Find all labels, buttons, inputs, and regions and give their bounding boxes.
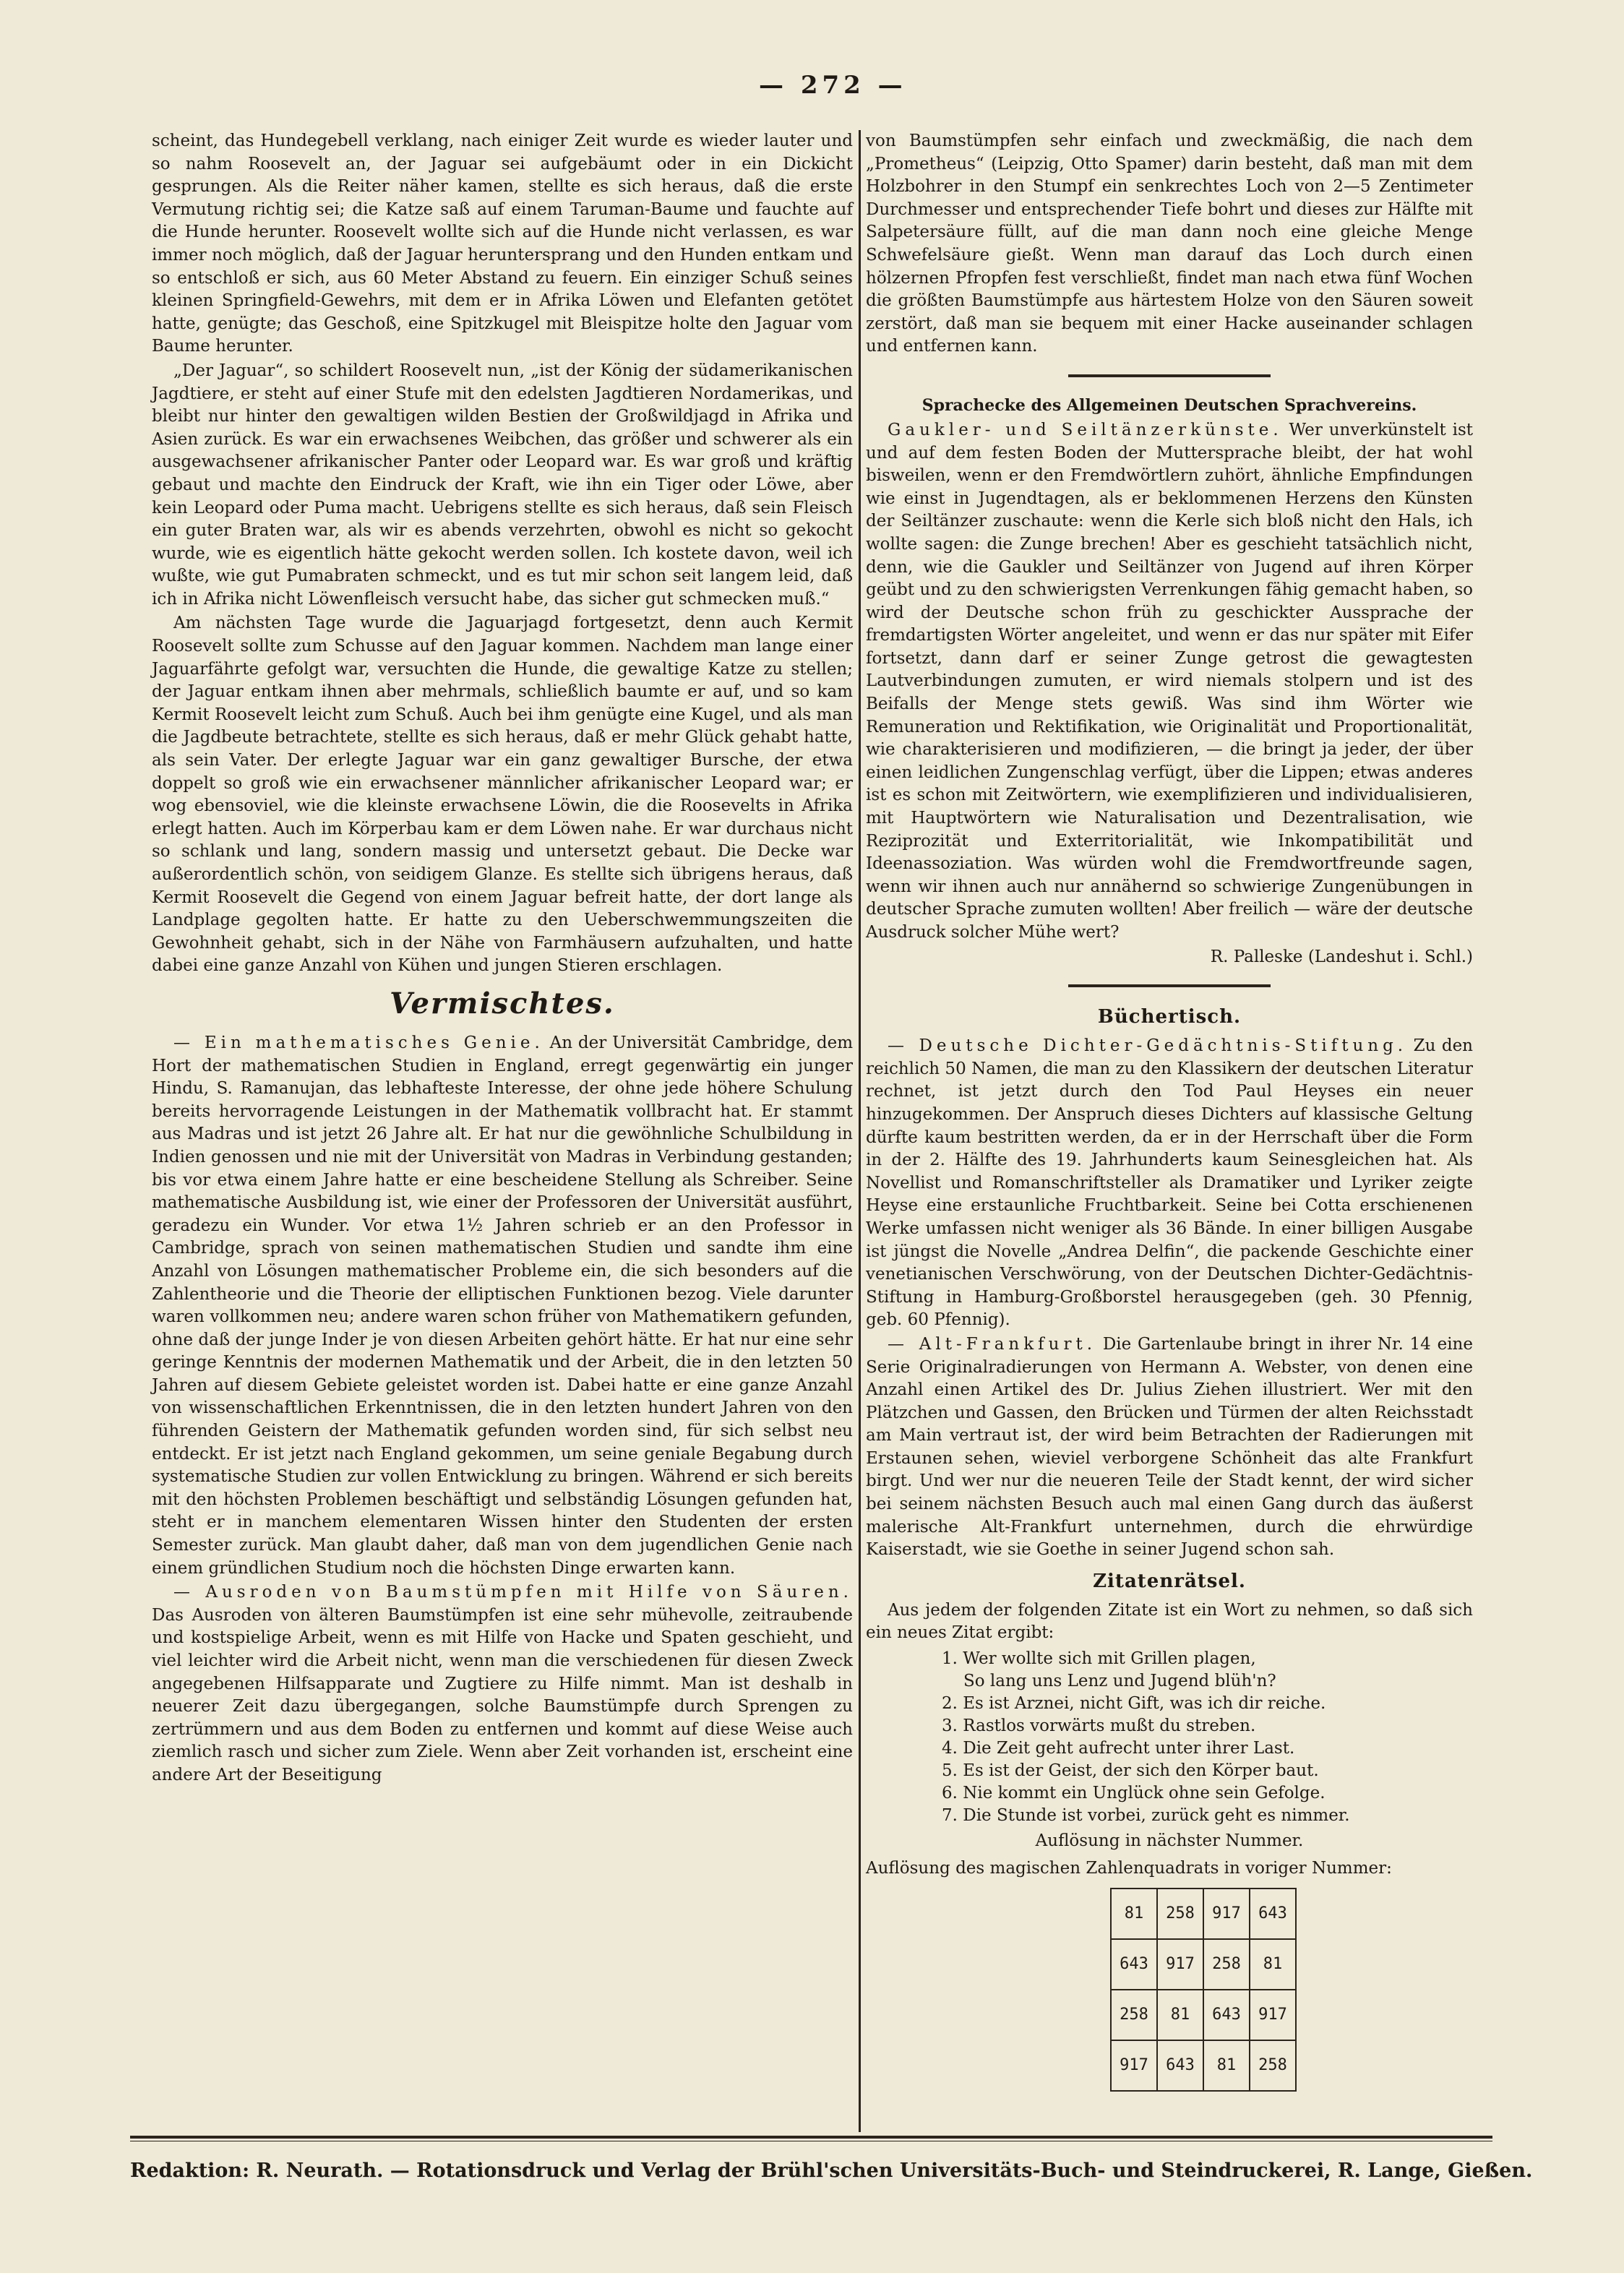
section-heading-sprachecke: Sprachecke des Allgemeinen Deutschen Sprachvereins. — [921, 395, 1417, 415]
riddle-list — [942, 1648, 1473, 1827]
jaguar-paragraph-3: Am nächsten Tage wurde die Jaguarjagd fortgesetzt, denn auch Kermit Roosevelt sollte zum Schusse auf den Jaguar kommen. Nachdem man lange einer Jaguarfährte gefolgt war, versuchten die Hunde, die gewaltige Katze zu stellen; der Jaguar entkam ihnen aber mehrmals, schließlich baumte er auf, und so kam Kermit Roosevelt leicht zum Schuß. Auch bei ihm genügte eine Kugel, und als man die Jagdbeute betrachtete, stellte es sich heraus, daß er mehr Glück gehabt hatte, als sein Vater. Der erlegte Jaguar war ein ganz gewaltiger Bursche, der etwa doppelt so groß wie ein erwachsener männlicher afrikanischer Leopard war; er wog ebensoviel, wie die kleinste erwachsene Löwin, die die Roosevelts in Afrika erlegt hatten. Auch im Körperbau kam er dem Löwen nahe. Er war durchaus nicht so schlank und lang, sondern massig und untersetzt gebaut. Die Decke war außerordentlich schön, von seidigem Glanze. Es stellte sich übrigens heraus, daß Kermit Roosevelt die Gegend von einem Jaguar befreit hatte, der dort lange als Landplage gegolten hatte. Er hatte zu den Ueberschwemmungszeiten die Gewohnheit gehabt, sich in der Nähe von Farmhäusern aufzuhalten, und hatte dabei eine ganze Anzahl von Kühen und jungen Stieren erschlagen. — [152, 614, 853, 976]
left-column — [152, 130, 853, 1789]
riddle-item: So lang uns Lenz und Jugend blüh'n? — [963, 1672, 1276, 1691]
table-cell: 258 — [1250, 2040, 1296, 2091]
footer-rule — [130, 2136, 1492, 2139]
article-body: Die Gartenlaube bringt in ihrer Nr. 14 eine Serie Originalradierungen von Hermann A. Webster, von denen eine Anzahl einen Artikel des Dr. Julius Ziehen illustriert. Wer mit den Plätzchen und Gassen, den Brücken und Türmen der alten Reichsstadt am Main vertraut ist, der wird beim Betrachten der Radierungen mit Erstaunen sehen, wieviel verborgene Schönheit das alte Frankfurt birgt. Und wer nur die neueren Teile der Stadt kennt, der wird sicher bei seinem nächsten Besuch auch mal einen Gang durch das äußerst malerische Alt-Frankfurt unternehmen, durch die ehrwürdige Kaiserstadt, wie sie Goethe in seiner Jugend schon sah. — [866, 1334, 1473, 1560]
article-lead: — Ausroden von Baumstümpfen mit Hilfe von Säuren. — [173, 1583, 853, 1602]
jaguar-paragraph-2: „Der Jaguar“, so schildert Roosevelt nun, „ist der König der südamerikanischen Jagdtiere, er steht auf einer Stufe mit den edelsten Jagdtieren Nordamerikas, und bleibt nur hinter den gewaltigen wilden Bestien der Großwildjagd in Afrika und Asien zurück. Es war ein erwachsenes Weibchen, das größer und schwerer als ein ausgewachsener afrikanischer Panter oder Leopard war. Es war groß und kräftig gebaut und machte den Eindruck der Kraft, wie ihn ein Tiger oder Löwe, aber kein Leopard oder Puma macht. Uebrigens stellte es sich heraus, daß sein Fleisch ein guter Braten war, als wir es abends verzehrten, obwohl es nicht so gekocht wurde, wie es eigentlich hätte gekocht werden sollen. Ich kostete davon, weil ich wußte, wie gut Pumabraten schmeckt, und es tut mir schon seit langem leid, daß ich in Afrika nicht Löwenfleisch versucht habe, das sicher gut schmecken muß.“ — [152, 361, 853, 609]
table-cell: 643 — [1203, 1990, 1250, 2040]
article-mathematisches-genie — [152, 1032, 853, 1580]
column-divider — [859, 130, 861, 2132]
table-cell: 81 — [1250, 1939, 1296, 1990]
riddle-item: 4. Die Zeit geht aufrecht unter ihrer Last. — [942, 1739, 1295, 1758]
article-ausroden — [152, 1581, 853, 1787]
table-row — [1111, 1889, 1296, 1939]
table-cell: 643 — [1250, 1889, 1296, 1939]
imprint-footer: Redaktion: R. Neurath. — Rotationsdruck und Verlag der Brühl'schen Universitäts-Buch- und Steindruckerei, R. Lange, Gießen. — [130, 2160, 1533, 2182]
table-cell: 643 — [1111, 1939, 1157, 1990]
ausroden-continuation: von Baumstümpfen sehr einfach und zweckmäßig, die nach dem „Prometheus“ (Leipzig, Otto Spamer) darin besteht, daß man mit dem Holzbohrer in den Stumpf ein senkrechtes Loch von 2—5 Zentimeter Durchmesser und entsprechender Tiefe bohrt und dieses zur Hälfte mit Salpetersäure füllt, auf die man dann noch eine gleiche Menge Schwefelsäure gießt. Wenn man darauf das Loch durch einen hölzernen Pfropfen fest verschließt, findet man nach etwa fünf Wochen die größten Baumstümpfe aus härtestem Holze von den Säuren soweit zerstört, daß man sie bequem mit einer Hacke auseinander schlagen und entfernen kann. — [866, 132, 1473, 356]
riddle-item: 6. Nie kommt ein Unglück ohne sein Gefolge. — [942, 1784, 1326, 1803]
author-signature: R. Palleske (Landeshut i. Schl.) — [1210, 947, 1473, 966]
page-number: — 272 — — [759, 71, 907, 100]
section-rule — [1068, 984, 1271, 987]
table-cell: 258 — [1111, 1990, 1157, 2040]
article-body: Wer unverkünstelt ist und auf dem festen Boden der Muttersprache bleibt, der hat wohl bisweilen, wenn er den Fremdwörtlern zuhört, ähnliche Empfindungen wie einst in Jugendtagen, als er beklommenen Herzens den Künsten der Seiltänzer zuschaute: wenn die Kerle sich bloß nicht den Hals, ich wollte sagen: die Zunge brechen! Aber es geschieht tatsächlich nicht, denn, wie die Gaukler und Seiltänzer von Jugend auf ihren Körper geübt und zu den schwierigsten Verrenkungen fähig gemacht haben, so wird der Deutsche schon früh zu geschickter Aussprache der fremdartigsten Wörter angeleitet, und wenn er das nur später mit Eifer fortsetzt, dann darf er seiner Zunge getrost die gewagtesten Lautverbindungen zumuten, er wird niemals stolpern und ist des Beifalls der Menge stets gewiß. Was sind ihm Wörter wie Remuneration und Rektifikation, wie Originalität und Proportionalität, wie charakterisieren und modifizieren, — die bringt ja jeder, der über einen leidlichen Zungenschlag verfügt, über die Lippen; etwas anderes ist es schon mit Zeitwörtern, wie exemplifizieren und individualisieren, mit Hauptwörtern wie Naturalisation und Dezentralisation, wie Reziprozität und Exterritorialität, wie Inkompatibilität und Ideenassoziation. Was würden wohl die Fremdwortfreunde sagen, wenn wir ihnen auch nur annähernd so schwierige Zungenübungen in deutscher Sprache zumuten wollten! Aber freilich — wäre der deutsche Ausdruck solcher Mühe wert? — [866, 420, 1473, 942]
right-column — [866, 130, 1473, 2092]
riddle-item: 7. Die Stunde ist vorbei, zurück geht es nimmer. — [942, 1806, 1350, 1826]
riddle-intro: Aus jedem der folgenden Zitate ist ein Wort zu nehmen, so daß sich ein neues Zitat ergibt: — [866, 1600, 1473, 1643]
article-lead: — Ein mathematisches Genie. — [173, 1033, 544, 1052]
table-cell: 81 — [1111, 1889, 1157, 1939]
table-cell: 643 — [1157, 2040, 1203, 2091]
table-cell: 917 — [1111, 2040, 1157, 2091]
article-lead: — Alt-Frankfurt. — [888, 1334, 1097, 1354]
article-alt-frankfurt — [866, 1333, 1473, 1562]
table-cell: 917 — [1203, 1889, 1250, 1939]
table-cell: 81 — [1157, 1990, 1203, 2040]
table-cell: 917 — [1157, 1939, 1203, 1990]
article-body: Das Ausroden von älteren Baumstümpfen ist eine sehr mühevolle, zeitraubende und kostspielige Arbeit, wenn es mit Hilfe von Hacke und Spaten geschieht, und viel leichter wird die Arbeit nicht, wenn man die verschiedenen für diesen Zweck angegebenen Hilfsapparate und Zugtiere zu Hilfe nimmt. Man ist deshalb in neuerer Zeit dazu übergegangen, solche Baumstümpfe durch Sprengen zu zertrümmern und aus dem Boden zu entfernen und kommt auf diese Weise auch ziemlich rasch und sicher zum Ziele. Wenn aber Zeit vorhanden ist, erscheint eine andere Art der Beseitigung — [152, 1605, 853, 1784]
section-heading-zitatenraetsel: Zitatenrätsel. — [1093, 1570, 1246, 1592]
riddle-item: 1. Wer wollte sich mit Grillen plagen, — [942, 1649, 1256, 1669]
solution-next-issue: Auflösung in nächster Nummer. — [1035, 1831, 1304, 1851]
magic-square-table — [1110, 1888, 1297, 2092]
section-heading-buechertisch: Büchertisch. — [1097, 1006, 1242, 1028]
article-dichter-stiftung — [866, 1035, 1473, 1332]
table-row — [1111, 1990, 1296, 2040]
table-row — [1111, 2040, 1296, 2091]
table-cell: 258 — [1157, 1889, 1203, 1939]
table-cell: 258 — [1203, 1939, 1250, 1990]
riddle-item: 3. Rastlos vorwärts mußt du streben. — [942, 1716, 1256, 1736]
section-rule — [1068, 374, 1271, 377]
article-body: Zu den reichlich 50 Namen, die man zu den Klassikern der deutschen Literatur rechnet, ist jetzt durch den Tod Paul Heyses ein neuer hinzugekommen. Der Anspruch dieses Dichters auf klassische Geltung dürfte kaum bestritten werden, da er in der Herrschaft über die Form in der 2. Hälfte des 19. Jahrhunderts kaum Seinesgleichen hat. Als Novellist und Romanschriftsteller als Dramatiker und Lyriker zeigte Heyse eine erstaunliche Fruchtbarkeit. Seine bei Cotta erschienenen Werke umfassen nicht weniger als 36 Bände. In einer billigen Ausgabe ist jüngst die Novelle „Andrea Delfin“, die packende Geschichte einer venetianischen Verschwörung, von der Deutschen Dichter-Gedächtnis-Stiftung in Hamburg-Großborstel herausgegeben (geh. 30 Pfennig, geb. 60 Pfennig). — [866, 1036, 1473, 1330]
riddle-item: 5. Es ist der Geist, der sich den Körper baut. — [942, 1761, 1319, 1781]
article-lead: Gaukler- und Seiltänzerkünste. — [888, 420, 1283, 439]
table-cell: 917 — [1250, 1990, 1296, 2040]
article-gaukler — [866, 419, 1473, 945]
riddle-item: 2. Es ist Arznei, nicht Gift, was ich dir reiche. — [942, 1694, 1326, 1714]
jaguar-paragraph-1: scheint, das Hundegebell verklang, nach einiger Zeit wurde es wieder lauter und so nahm Roosevelt an, der Jaguar sei aufgebäumt oder in ein Dickicht gesprungen. Als die Reiter näher kamen, stellte es sich heraus, daß die erste Vermutung richtig sei; die Katze saß auf einem Taruman-Baume und fauchte auf die Hunde herunter. Roosevelt wollte sich auf die Hunde nicht verlassen, es war immer noch möglich, daß der Jaguar heruntersprang und den Hunden entkam und so entschloß er sich, aus 60 Meter Abstand zu feuern. Ein einziger Schuß seines kleinen Springfield-Gewehrs, mit dem er in Afrika Löwen und Elefanten getötet hatte, genügte; das Geschoß, eine Spitzkugel mit Bleispitze holte den Jaguar vom Baume herunter. — [152, 132, 853, 356]
table-row — [1111, 1939, 1296, 1990]
magic-square-intro: Auflösung des magischen Zahlenquadrats in voriger Nummer: — [866, 1859, 1392, 1878]
section-heading-vermischtes: Vermischtes. — [390, 986, 615, 1021]
article-body: An der Universität Cambridge, dem Hort der mathematischen Studien in England, erregt gegenwärtig ein junger Hindu, S. Ramanujan, das lebhafteste Interesse, der ohne jede höhere Schulung bereits hervorragende Leistungen in der Mathematik vollbracht hat. Er stammt aus Madras und ist jetzt 26 Jahre alt. Er hat nur die gewöhnliche Schulbildung in Indien genossen und nie mit der Universität von Madras in Verbindung gestanden; bis vor etwa einem Jahre hatte er eine bescheidene Stellung als Schreiber. Seine mathematische Ausbildung ist, wie einer der Professoren der Universität ausführt, geradezu ein Wunder. Vor etwa 1½ Jahren schrieb er an den Professor in Cambridge, sprach von seinen mathematischen Studien und sandte ihm eine Anzahl von Lösungen mathematischer Probleme ein, die sich besonders auf die Zahlentheorie und die Theorie der elliptischen Funktionen bezog. Viele darunter waren vollkommen neu; andere waren schon früher von Mathematikern gefunden, ohne daß der junge Inder je von diesen Arbeiten gehört hätte. Er hat nur eine sehr geringe Kenntnis der modernen Mathematik und der Arbeit, die in den letzten 50 Jahren auf diesem Gebiete geleistet worden ist. Dabei hatte er eine ganze Anzahl von wissenschaftlichen Erkenntnissen, die in den letzten hundert Jahren von den führenden Geistern der Mathematik gefunden worden sind, für sich selbst neu entdeckt. Er ist jetzt nach England gekommen, um seine geniale Begabung durch systematische Studien zur vollen Entwicklung zu bringen. Während er sich bereits mit den höchsten Problemen beschäftigt und selbständig Lösungen gefunden hat, steht er in manchem elementaren Wissen hinter den Studenten der ersten Semester zurück. Man glaubt daher, daß man von dem jugendlichen Genie nach einem gründlichen Studium noch die höchsten Dinge erwarten kann. — [152, 1033, 854, 1578]
table-cell: 81 — [1203, 2040, 1250, 2091]
article-lead: — Deutsche Dichter-Gedächtnis-Stiftung. — [888, 1036, 1408, 1056]
